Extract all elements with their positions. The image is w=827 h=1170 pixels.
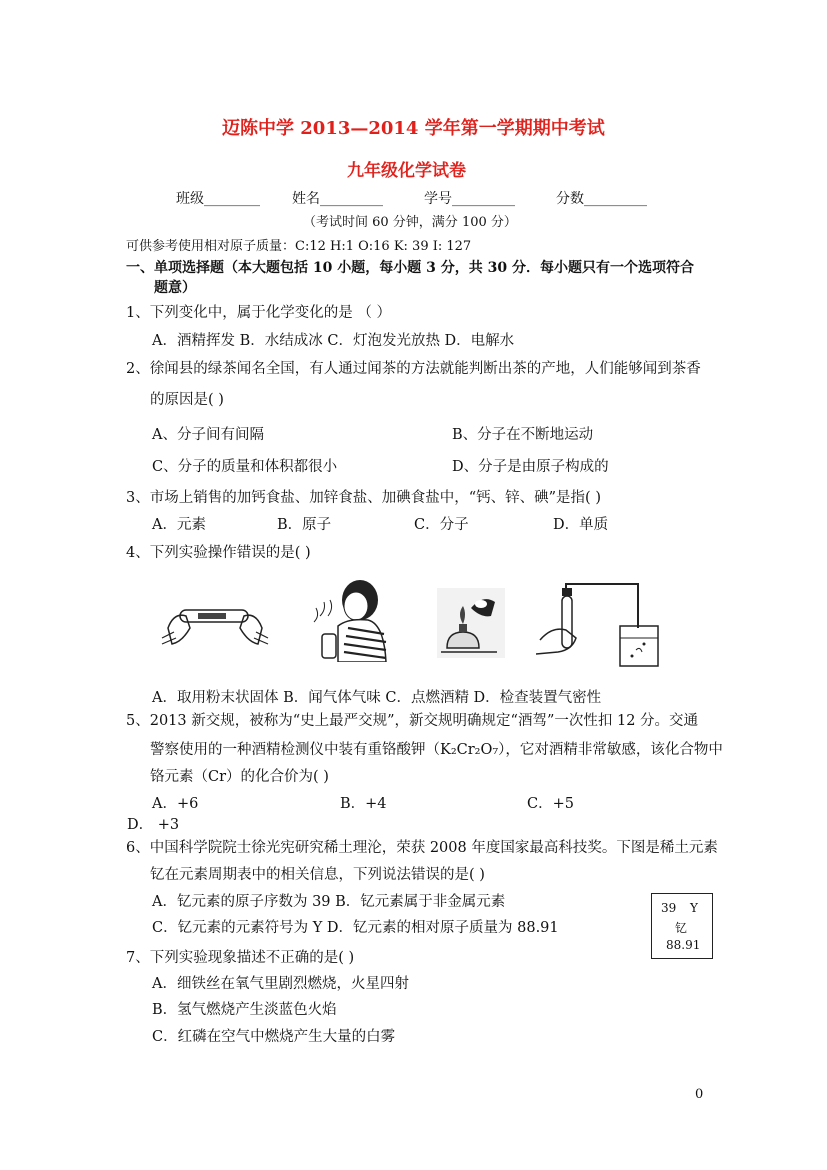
field-score: 分数_________	[556, 191, 647, 207]
q2-option-d: D、分子是由原子构成的	[452, 459, 609, 475]
q7-option-a: A．细铁丝在氧气里剧烈燃烧，火星四射	[152, 976, 409, 992]
section-heading-line2: 题意）	[154, 280, 196, 296]
yttrium-element-box	[651, 893, 713, 959]
q2-stem-line2: 的原因是( )	[150, 392, 224, 408]
exam-title: 迈陈中学 2013—2014 学年第一学期期中考试	[222, 118, 605, 139]
q1-options: A．酒精挥发 B．水结成冰 C．灯泡发光放热 D．电解水	[152, 333, 515, 349]
q3-stem: 3、市场上销售的加钙食盐、加锌食盐、加碘食盐中，“钙、锌、碘”是指( )	[126, 490, 601, 506]
q2-option-b: B、分子在不断地运动	[452, 427, 594, 443]
q5-stem-line1: 5、2013 新交规，被称为“史上最严交规”，新交规明确规定“酒驾”一次性扣 12 分。交通	[126, 713, 699, 729]
q2-option-c: C、分子的质量和体积都很小	[152, 459, 338, 475]
q4-options: A．取用粉末状固体 B．闻气体气味 C．点燃酒精 D．检查装置气密性	[152, 690, 602, 706]
q6-stem-line2: 钇在元素周期表中的相关信息，下列说法错误的是( )	[150, 867, 485, 883]
q5-option-d: D． +3	[127, 817, 180, 833]
atomic-mass-reference: 可供参考使用相对原子质量：C:12 H:1 O:16 K: 39 I: 127	[126, 239, 472, 254]
smelling-gas-illustration	[308, 576, 390, 662]
element-symbol: Y	[690, 901, 698, 915]
q1-stem: 1、下列变化中，属于化学变化的是 （ ）	[126, 305, 391, 321]
q7-stem: 7、下列实验现象描述不正确的是( )	[126, 950, 355, 966]
airtightness-check-illustration	[536, 582, 666, 668]
q7-option-b: B．氢气燃烧产生淡蓝色火焰	[152, 1002, 337, 1018]
powder-test-tube-illustration	[160, 598, 270, 650]
page-number: 0	[695, 1087, 704, 1102]
q3-option-c: C．分子	[414, 517, 469, 533]
exam-info: （考试时间 60 分钟，满分 100 分）	[303, 215, 517, 230]
atomic-mass: 88.91	[666, 938, 701, 952]
q5-stem-line3: 铬元素（Cr）的化合价为( )	[150, 769, 329, 785]
q5-option-b: B．+4	[340, 796, 387, 812]
q6-options-cd: C．钇元素的元素符号为 Y D．钇元素的相对原子质量为 88.91	[152, 920, 559, 936]
q7-option-c: C．红磷在空气中燃烧产生大量的白雾	[152, 1029, 396, 1045]
q3-option-d: D．单质	[553, 517, 609, 533]
q2-stem-line1: 2、徐闻县的绿茶闻名全国，有人通过闻茶的方法就能判断出茶的产地，人们能够闻到茶香	[126, 361, 701, 377]
element-name: 钇	[675, 921, 688, 935]
field-student-number: 学号_________	[424, 191, 515, 207]
q5-option-c: C．+5	[527, 796, 574, 812]
q5-option-a: A．+6	[152, 796, 199, 812]
q3-option-a: A．元素	[152, 517, 206, 533]
field-name: 姓名_________	[292, 191, 383, 207]
q3-option-b: B．原子	[277, 517, 332, 533]
q5-stem-line2: 警察使用的一种酒精检测仪中装有重铬酸钾（K₂Cr₂O₇），它对酒精非常敏感，该化合物中	[150, 742, 723, 758]
q4-stem: 4、下列实验操作错误的是( )	[126, 545, 311, 561]
lighting-alcohol-lamp-illustration	[437, 588, 505, 658]
q6-stem-line1: 6、中国科学院院士徐光宪研究稀土理沦，荣获 2008 年度国家最高科技奖。下图是稀土元素	[126, 840, 718, 856]
q6-options-ab: A．钇元素的原子序数为 39 B．钇元素属于非金属元素	[152, 894, 506, 910]
exam-subtitle: 九年级化学试卷	[347, 161, 466, 181]
section-heading-line1: 一、单项选择题（本大题包括 10 小题，每小题 3 分，共 30 分．每小题只有一个选项符合	[126, 260, 694, 276]
q2-option-a: A、分子间有间隔	[152, 427, 264, 443]
field-class: 班级________	[176, 191, 260, 207]
atomic-number: 39	[661, 901, 677, 915]
